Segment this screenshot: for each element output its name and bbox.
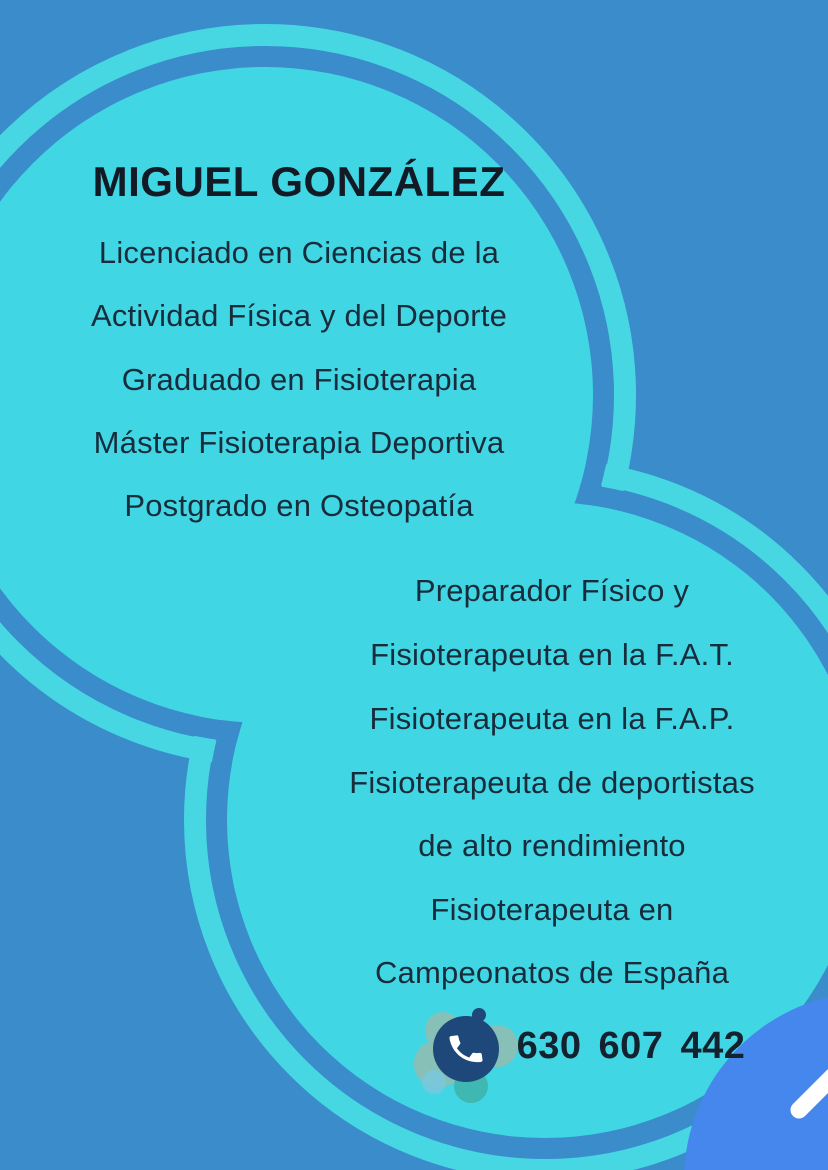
role-line: Fisioterapeuta en la F.A.P. <box>369 701 735 736</box>
credential-line: Actividad Física y del Deporte <box>90 298 508 333</box>
credential-line: Graduado en Fisioterapia <box>121 362 477 397</box>
credential-line: Postgrado en Osteopatía <box>124 488 474 523</box>
role-line: Fisioterapeuta de deportistas <box>349 765 755 800</box>
phone-badge-circle <box>433 1016 499 1082</box>
role-line: Campeonatos de España <box>374 955 730 990</box>
phone-blob-lightblue <box>422 1070 446 1094</box>
credential-line: Licenciado en Ciencias de la <box>98 235 500 270</box>
role-line: Fisioterapeuta en <box>430 892 674 927</box>
role-line: de alto rendimiento <box>418 828 686 863</box>
phone-number: 630 607 442 <box>516 1025 746 1067</box>
profile-name: MIGUEL GONZÁLEZ <box>92 158 506 205</box>
role-line: Preparador Físico y <box>414 573 690 608</box>
role-line: Fisioterapeuta en la F.A.T. <box>370 637 734 672</box>
credential-line: Máster Fisioterapia Deportiva <box>93 425 505 460</box>
